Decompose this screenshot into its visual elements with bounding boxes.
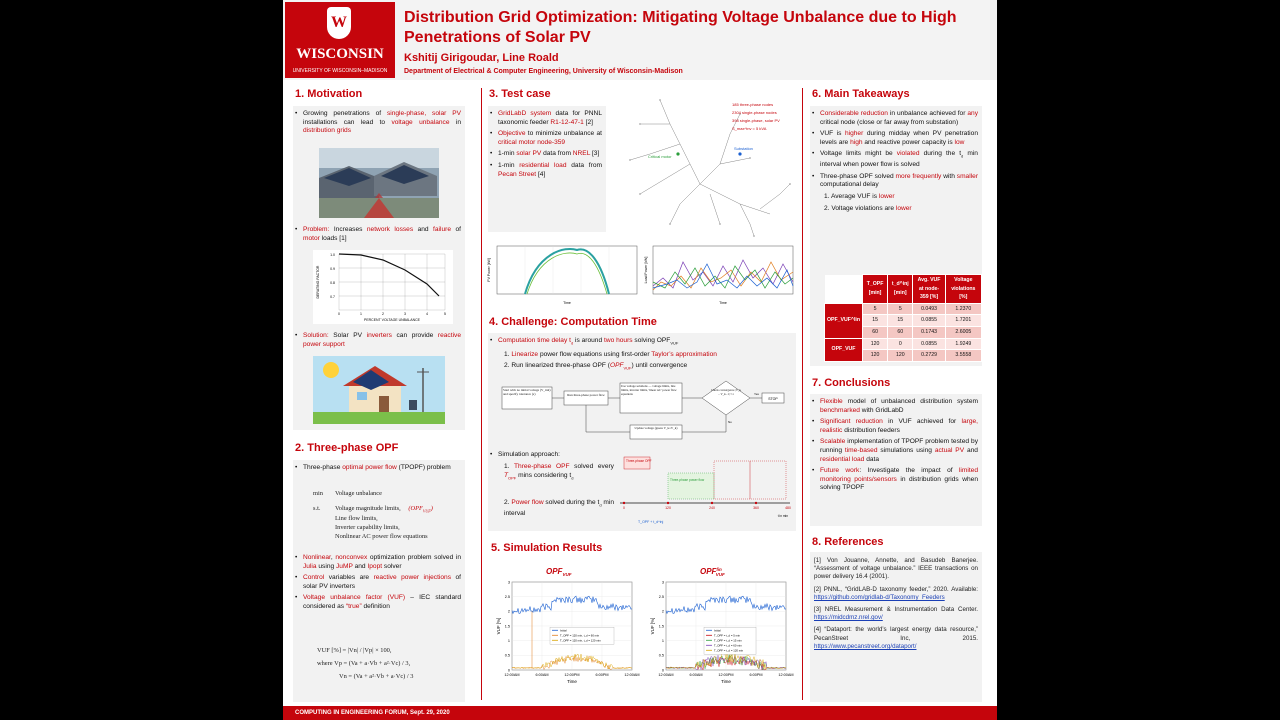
load-power-chart [643, 242, 797, 306]
plot-xtick: 12:00AM [658, 673, 674, 677]
legend-entry: T_OPF = t_d = 5 min [714, 633, 741, 638]
derate-ytick-2: 0.9 [330, 267, 335, 271]
plot-xlabel: Time [567, 679, 577, 684]
reference-3-link[interactable]: https://midcdmz.nrel.gov/ [814, 614, 883, 622]
plot-xlabel: Time [721, 679, 731, 684]
challenge-step-1: 1. Linearize power flow equations using first-order Taylor’s approximation [504, 350, 717, 358]
plot-ytick: 1.5 [658, 624, 664, 629]
plot-ytick: 1.5 [504, 624, 510, 629]
derate-ytick-3: 0.8 [330, 281, 335, 285]
motivation-bullet-1: • Growing penetrations of single-phase, solar PV installations can lead to voltage unbalance in distribution grids [303, 110, 461, 136]
reference-2: [2] PNNL, “GridLAB-D taxonomy feeder,” 2020. Available: https://github.com/gridlab-d/Taxonomy_Feeders [814, 585, 978, 601]
results-table [824, 274, 982, 362]
timeline-tick-3: 360 [753, 506, 759, 510]
takeaway-sub-1: 1. Average VUF is lower [824, 193, 895, 201]
challenge-bullet-2: • Simulation approach: [498, 451, 598, 460]
reference-4: [4] “Dataport: the world’s largest energy data resource,” PecanStreet Inc, 2015. https://www.pecanstreet.org/dataport/ [814, 626, 978, 650]
plot-xtick: 6:00AM [689, 673, 703, 677]
opf-bullet-1: • Three-phase optimal power flow (TPOPF) problem [303, 464, 461, 473]
university-logo [285, 2, 395, 78]
plot-ytick: 0 [661, 668, 664, 673]
plot-ylabel: VUF [%] [496, 617, 501, 635]
column-divider-right [802, 88, 803, 700]
table-header-1: T_OPF [min] [863, 275, 888, 304]
poster-footer: COMPUTING IN ENGINEERING FORUM, Sept. 29, 2020 [283, 706, 997, 720]
opf-bullet-4: • Voltage unbalance factor (VUF) – IEC standard considered as “true” definition [303, 594, 461, 611]
plot-ytick: 0 [507, 668, 510, 673]
plot-xtick: 12:00AM [778, 673, 794, 677]
takeaway-sub-2: 2. Voltage violations are lower [824, 204, 912, 212]
flowchart-yes: Yes [754, 392, 759, 396]
derate-xlabel: PERCENT VOLTAGE UNBALANCE [363, 318, 421, 322]
plot-xtick: 6:00PM [595, 673, 609, 677]
timeline-pf-label: Three-phase power flow [670, 478, 705, 482]
opf-bullet-3: • Control variables are reactive power injections of solar PV inverters [303, 574, 461, 591]
plot-ytick: 2 [507, 609, 510, 614]
section-takeaways-heading: 6. Main Takeaways [812, 88, 910, 100]
timeline-tick-2: 240 [709, 506, 715, 510]
plot2-area [650, 580, 794, 684]
derate-ytick-4: 0.7 [330, 295, 335, 299]
crest-icon: W [327, 7, 351, 39]
reference-1: [1] Von Jouanne, Annette, and Basudeb Banerjee. “Assessment of voltage unbalance.” IEEE transactions on power delivery 16.4 (2001). [814, 557, 978, 581]
motivation-bullet-2: • Problem: Increases network losses and failure of motor loads [1] [303, 226, 461, 243]
testcase-bullet-1: • GridLabD system data for PNNL taxonomic feeder R1-12-47-1 [2] [498, 110, 602, 127]
vuf-results-plots [488, 560, 796, 702]
section-testcase-heading: 3. Test case [489, 88, 551, 100]
flowchart-check: Check convergence |V_k − V_k−1| < ε [710, 389, 742, 396]
derate-xtick-3: 3 [404, 312, 406, 316]
timeline-unit: t in min [777, 514, 788, 518]
poster-title: Distribution Grid Optimization: Mitigating Voltage Unbalance due to High Penetrations of Solar PV [404, 9, 957, 46]
table-group-2: OPF_VUF [825, 338, 863, 361]
section-motivation [293, 106, 465, 430]
network-legend-3: 398 single-phase, solar PV [732, 118, 780, 123]
flowchart-update: Update voltage (guess V_k=V_k) [634, 426, 678, 430]
table-header-3: Avg. VUF at node-359 [%] [913, 275, 945, 304]
poster-authors: Kshitij Girigoudar, Line Roald [404, 52, 559, 64]
section-results [488, 560, 796, 702]
network-legend-1: 185 three-phase nodes [732, 102, 774, 107]
derate-xtick-4: 4 [426, 312, 428, 316]
legend-entry: T_OPF = t_d = 120 min [714, 648, 744, 653]
conclusion-bullet-4: • Future work: Investigate the impact of limited monitoring points/sensors in distribution grids when solving TPOPF [820, 467, 978, 493]
takeaway-bullet-3: • Voltage limits might be violated during the $t_d$ min interval when power flow is solved [820, 150, 978, 170]
simulation-timeline [616, 453, 794, 529]
plot-ytick: 0.5 [658, 653, 664, 658]
derate-xtick-5: 5 [444, 312, 446, 316]
section-conclusions-heading: 7. Conclusions [812, 377, 891, 389]
load-xlabel: Time [719, 301, 727, 305]
testcase-bullet-3: • 1-min solar PV data from NREL [3] [498, 150, 602, 159]
reference-4-link[interactable]: https://www.pecanstreet.org/dataport/ [814, 642, 917, 650]
section-references-heading: 8. References [812, 536, 884, 548]
legend-entry: T_OPF = t_d = 60 min [714, 643, 742, 648]
sim-step-2: 2. Power flow solved during the $t_d$ min interval [504, 499, 615, 517]
plot-ytick: 2 [661, 609, 664, 614]
plot-ytick: 2.5 [658, 594, 664, 599]
legend-entry: T_OPF = 120 min, t_d = 60 min [560, 633, 600, 638]
table-header-2: t_d^inj [min] [888, 275, 913, 304]
plot1-area [496, 580, 640, 684]
network-legend-2: 2304 single-phase nodes [732, 110, 777, 115]
plot-xtick: 12:00PM [718, 673, 734, 677]
flowchart-start: Start with no initial voltage (V_init) and specify tolerance (ε) [503, 388, 551, 396]
reference-2-link[interactable]: https://github.com/gridlab-d/Taxonomy_Feeders [814, 593, 945, 601]
takeaway-bullet-2: • VUF is higher during midday when PV penetration levels are high and reactive power capacity is low [820, 130, 978, 147]
table-header-4: Voltage violations [%] [945, 275, 981, 304]
section-opf [293, 460, 465, 702]
derate-xtick-2: 2 [382, 312, 384, 316]
derate-xtick-0: 0 [338, 312, 340, 316]
opf-bullet-2: • Nonlinear, nonconvex optimization problem solved in Julia using JuMP and Ipopt solver [303, 554, 461, 571]
plot1-title: $OPF_{VUF}$ [546, 567, 572, 577]
load-ylabel: Load Power [kW] [644, 256, 648, 284]
flowchart-power-flow: Run three-phase power flow [567, 393, 605, 397]
takeaway-bullet-4: • Three-phase OPF solved more frequently with smaller computational delay [820, 173, 978, 190]
substation-label: Substation [734, 146, 753, 151]
flowchart-stop: STOP [768, 397, 778, 401]
plot2-title: $OPF^{lin}$ VUF [700, 567, 725, 577]
section-opf-heading: 2. Three-phase OPF [295, 442, 399, 454]
plot-ytick: 3 [661, 580, 664, 585]
plot-ytick: 0.5 [504, 653, 510, 658]
plot-xtick: 6:00PM [749, 673, 763, 677]
section-testcase [488, 106, 606, 232]
table-row: OPF_VUF^lin 5 5 0.0493 1.2370 [825, 303, 982, 315]
derate-ytick-1: 1.0 [330, 253, 335, 257]
section-results-heading: 5. Simulation Results [491, 542, 603, 554]
plot-xtick: 6:00AM [535, 673, 549, 677]
solar-house-illustration [313, 356, 445, 424]
poster [283, 0, 997, 720]
feeder-network-diagram [620, 94, 796, 240]
conclusion-bullet-3: • Scalable implementation of TPOPF problem tested by running time-based simulations using actual PV and residential load data [820, 438, 978, 464]
sim-step-1: 1. Three-phase OPF solved every $T_{OPF}$ mins considering $t_d$ [504, 463, 614, 480]
logo-wordmark: WISCONSIN [296, 46, 384, 62]
legend-entry: T_OPF = 120 min, t_d = 120 min [560, 638, 601, 643]
conclusion-bullet-2: • Significant reduction in VUF achieved for large, realistic distribution feeders [820, 418, 978, 435]
flowchart-linear-opf: Use voltage solutions — voltage limits, line limits, inverter limits, 'linear AC' power flow equations [621, 384, 677, 396]
table-row: 60 60 0.1743 2.6005 [825, 326, 982, 338]
takeaway-bullet-1: • Considerable reduction in unbalance achieved for any critical node (close or far away from substation) [820, 110, 978, 127]
reference-3: [3] NREL Measurement & Instrumentation Data Center. https://midcdmz.nrel.gov/ [814, 606, 978, 622]
challenge-step-2: 2. Run linearized three-phase OPF $(OPF_{VUF})$ until convergence [504, 361, 688, 370]
testcase-bullet-4: • 1-min residential load data from Pecan Street [4] [498, 162, 602, 179]
logo-subtitle: UNIVERSITY OF WISCONSIN–MADISON [292, 68, 388, 74]
timeline-opf-label: Three-phase OPF [626, 459, 652, 463]
section-references [810, 552, 982, 702]
timeline-tick-1: 120 [665, 506, 671, 510]
legend-entry: T_OPF = t_d = 15 min [714, 638, 742, 643]
poster-department: Department of Electrical & Computer Engineering, University of Wisconsin-Madison [404, 68, 683, 75]
vuf-equations: VUF [%] = |Vn| / |Vp| × 100, where Vp = (Va + a·Vb + a²·Vc) / 3, Vn = (Va + a²·Vb + a·Vc) / 3 [317, 647, 414, 680]
timeline-interval-label: T_OPF + t_d^inj [638, 520, 664, 524]
section-motivation-heading: 1. Motivation [295, 88, 363, 100]
derating-factor-chart [313, 250, 453, 324]
section-takeaways [810, 106, 982, 366]
motivation-bullet-3: • Solution: Solar PV inverters can provide reactive power support [303, 332, 461, 349]
pv-xlabel: Time [563, 301, 571, 305]
testcase-bullet-2: • Objective to minimize unbalance at critical motor node-359 [498, 130, 602, 147]
section-conclusions [810, 394, 982, 526]
plot-ytick: 2.5 [504, 594, 510, 599]
critical-motor-label: Critical motor [648, 154, 672, 159]
algorithm-flowchart [500, 377, 788, 447]
network-legend-4: S_max^inv = 5 kVA [732, 126, 767, 131]
table-row: 120 120 0.2729 3.5558 [825, 350, 982, 362]
table-group-1: OPF_VUF^lin [825, 303, 863, 338]
plot-ytick: 3 [507, 580, 510, 585]
plot-xtick: 12:00PM [564, 673, 580, 677]
section-challenge [488, 333, 796, 531]
legend-entry: Initial [560, 628, 567, 633]
opf-formulation: min Voltage unbalance s.t. Voltage magnitude limits, $(OPF_{VUF})$ Line flow limits, Inverter capability limits, Nonlinear AC power flow equations [313, 490, 433, 540]
pv-ylabel: PV Power [kW] [487, 258, 491, 282]
challenge-bullet-1: • Computation time delay $t_d$ is around two hours solving $OPF_{VUF}$ [498, 337, 792, 348]
table-row: OPF_VUF 120 0 0.0855 1.9249 [825, 338, 982, 350]
solar-neighborhood-photo [319, 148, 439, 218]
table-row: 15 15 0.0855 1.7201 [825, 315, 982, 327]
timeline-tick-4: 480 [785, 506, 791, 510]
legend-entry: Initial [714, 628, 721, 633]
pv-power-chart [485, 242, 641, 306]
plot-ytick: 1 [507, 638, 510, 643]
plot-xtick: 12:00AM [624, 673, 640, 677]
conclusion-bullet-1: • Flexible model of unbalanced distribution system benchmarked with GridLabD [820, 398, 978, 415]
poster-header [283, 0, 997, 80]
plot-xtick: 12:00AM [504, 673, 520, 677]
plot-ytick: 1 [661, 638, 664, 643]
flowchart-no: No [728, 420, 732, 424]
derate-ylabel: DERATING FACTOR [316, 265, 320, 299]
derate-xtick-1: 1 [360, 312, 362, 316]
column-divider-left [481, 88, 482, 700]
timeline-tick-0: 0 [623, 506, 625, 510]
section-challenge-heading: 4. Challenge: Computation Time [489, 316, 657, 328]
plot-ylabel: VUF [%] [650, 617, 655, 635]
